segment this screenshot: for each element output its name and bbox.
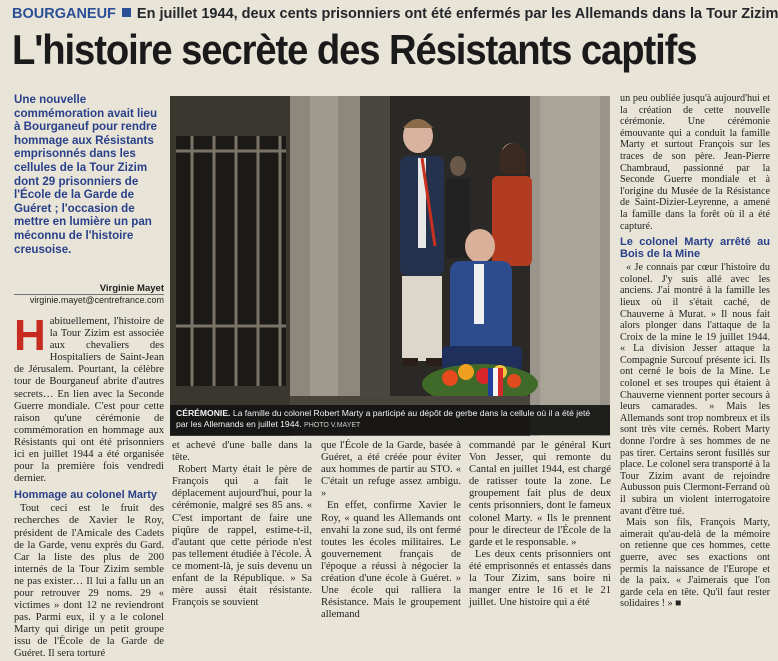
article-paragraph: Robert Marty était le père de François qui a fait le déplacement aujourd'hui, pour la cérémonie, malgré ses 85 ans. « C'est important de faire une piqûre de rappel, estime-t-il, d'autant que cette période n'est pas tellement étudiée à l'école. À ce moment-là, je suis devenu un enfant de la République. » Sa mère aussi était résistante. François se souvient [172,464,312,609]
article-paragraph: Les deux cents prisonniers ont été emprisonnés et entassés dans la Tour Zizim, sans boire ni manger entre le 16 et le 21 juillet. Une histoire qui a été [469,548,611,609]
article-paragraph: que l'École de la Garde, basée à Guéret, a été créée pour éviter aux hommes de partir au STO. « C'était un refuge assez ambigu. » [321,440,461,500]
byline-email: virginie.mayet@centrefrance.com [29,295,164,305]
paragraph-text: Mais son fils, François Marty, aimerait qu'au-delà de la mémoire on retienne que ces hommes, cette guerre, avec ses exactions ont permis la naissance de l'Europe et de la paix. « J'aimerais que l'on garde cela en tête. Qu'il faut rester solidaires ! » [620,517,770,610]
lead-paragraph: Une nouvelle commémoration avait lieu à Bourganeuf pour rendre hommage aux Résistants emprisonnés dans les cellules de la Tour Zizim dont 29 prisonniers de l'École de la Garde de Guéret ; l'occasion de mettre en lumière un pan méconnu de l'histoire creusoise. [14,93,158,256]
article-column-1 [14,311,164,660]
article-paragraph: et achevé d'une balle dans la tête. [172,440,312,464]
byline-name: Virginie Mayet [99,283,164,294]
ceremony-photo-illustration [170,96,610,436]
paragraph-text: abituellement, l'histoire de la Tour Zizim est associée aux chevaliers des Hospitaliers de Saint-Jean de Jérusalem. Pourtant, la célèbre tour de Bourganeuf abrite d'autres secrets… En lien avec la Seconde Guerre mondiale. C'est pour cette raison qu'une cérémonie de commémoration en hommage aux Résistants qui ont été prisonniers ici en juillet 1944 a été organisée pour la première fois vendredi dernier. [14,316,164,485]
article-paragraph: commandé par le général Kurt Von Jesser, qui remonte du Cantal en juillet 1944, est chargé de ratisser toute la zone. Le groupement fait plus de deux cents prisonniers, dont le fameux colonel Marty. « Ils le prennent pour le directeur de l'École de la garde et le responsable. » [469,440,611,548]
article-paragraph: un peu oubliée jusqu'à aujourd'hui et la création de cette nouvelle cérémonie. Une cérémonie émouvante qui a conduit la famille Marty et surtout François sur les traces de son père. Jean-Pierre Chambraud, passionné par la Seconde Guerre mondiale et à l'origine du Musée de la Résistance de Saint-Dizier-Leyrenne, a amené la famille dans la forêt où il a été capturé. [620,93,770,232]
byline [14,284,164,314]
end-mark-icon: ■ [675,598,682,610]
article-column-3 [321,440,461,621]
photo-credit: PHOTO V.MAYET [304,422,361,429]
photo-caption [170,405,610,435]
caption-text: La famille du colonel Robert Marty a participé au dépôt de gerbe dans la cellule où il a été jeté par les Allemands en juillet 1944. [176,408,591,429]
article-column-2 [172,440,312,609]
headline: L'histoire secrète des Résistants captifs [12,26,697,73]
article-paragraph [14,311,164,485]
article-paragraph: « Je connais par cœur l'histoire du colonel. J'y suis allé avec les anciens. J'ai montré à la famille les lieux où il s'était caché, de Chauverne à Murat. » Il nous fait alors plonger dans l'attaque de la Croix de la mine le 19 juillet 1944. « La division Jesser attaque la Compagnie Surcouf présente ici. Ils ont cerné le bois de la Mine. Le colonel et ses troupes qui étaient à Chauverne viennent porter secours à leurs camarades. » Mais les Allemands sont trop nombreux et ils sont très vite cernés. Robert Marty donne l'ordre à ses hommes de ne pas tirer. Certains seront fusillés sur place. Le colonel sera transporté à la Tour Zizim avant de rejoindre Aubusson puis Clermont-Ferrand où il subira un violent interrogatoire avant d'être tué. [620,262,770,517]
ceremony-photo [170,96,610,436]
article-column-5 [620,93,770,610]
kicker-text: En juillet 1944, deux cents prisonniers ont été enfermés par les Allemands dans la Tour Zizim [136,6,778,22]
subheading-hommage: Hommage au colonel Marty [14,489,158,502]
drop-cap: H [14,311,46,360]
article-paragraph: Tout ceci est le fruit des recherches de Xavier le Roy, président de l'Amicale des Cadets de la Garde, venu exprès du Gard. Car la liste des plus de 200 internés de la Tour Zizim semble ne pas exister… Il lui a fallu un an pour retrouver 29 noms. 29 « victimes » dont 12 ne reviendront pas. Parmi eux, il y a le colonel Marty qui dirige un petit groupe issu de l'École de la Garde de Guéret. Il sera torturé [14,503,164,660]
subheading-colonel-marty: Le colonel Marty arrêté au Bois de la Mine [620,236,770,261]
section-label: BOURGANEUF [12,6,116,22]
kicker-line [12,6,778,28]
caption-label: CÉRÉMONIE. [176,408,231,418]
article-column-4 [469,440,611,609]
article-paragraph [620,517,770,610]
article-paragraph: En effet, confirme Xavier le Roy, « quand les Allemands ont envahi la zone sud, ils ont fermé toutes les écoles militaires. Le gouvernement français de l'époque a réussi à négocier la création d'une école à Guéret. » Une école qui ralliera la Résistance. Mais le groupement allemand [321,500,461,621]
square-bullet-icon [122,8,131,17]
